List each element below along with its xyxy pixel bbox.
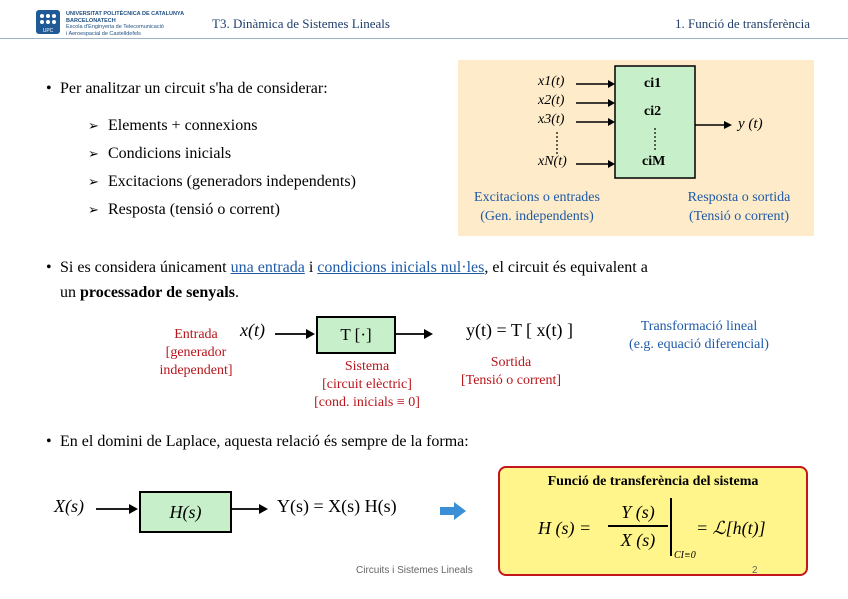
ci-label: ci1 [644, 76, 662, 91]
link-condicions-inicials[interactable]: condicions inicials nul·les [317, 259, 485, 276]
arrowhead [608, 118, 615, 126]
block-diagram [458, 60, 814, 236]
bullet-dot: • [46, 80, 52, 97]
system-equation: y(t) = T [ x(t) ] [466, 320, 573, 340]
ci-label: ciM [642, 154, 666, 169]
section-title: 1. Funció de transferència [674, 16, 810, 31]
arrow-bullet-icon: ➢ [88, 175, 99, 190]
bullet-dot: • [46, 433, 52, 450]
transfer-block: H(s) [139, 491, 232, 533]
tf-denominator: X (s) [620, 530, 656, 550]
arrowhead [724, 121, 732, 129]
list-item: ➢ Resposta (tensió o corrent) [88, 201, 280, 218]
entrada-label: Entrada [generador independent] [159, 327, 233, 378]
ci-label: ci2 [644, 104, 662, 119]
arrowhead [259, 504, 268, 514]
transfer-function-box [498, 466, 808, 576]
list-item: ➢ Elements + connexions [88, 117, 258, 134]
header-divider [0, 38, 848, 39]
output-y: y (t) [738, 116, 763, 132]
bullet-2-line-2: un processador de senyals. [60, 284, 239, 301]
upc-logo-icon [36, 10, 60, 34]
tf-condition: CI≡0 [674, 550, 696, 561]
arrowhead [129, 504, 138, 514]
input-xN: xN(t) [538, 154, 567, 169]
fraction-bar [608, 525, 668, 527]
arrowhead [608, 160, 615, 168]
svg-text:UPC: UPC [42, 28, 54, 34]
implies-arrow-icon [440, 502, 466, 520]
arrowhead [608, 99, 615, 107]
input-x1: x1(t) [538, 74, 565, 89]
link-una-entrada[interactable]: una entrada [230, 259, 305, 276]
footer-text: Circuits i Sistemes Lineals [356, 565, 473, 576]
tf-lhs: H (s) = [538, 518, 592, 538]
laplace-equation: Y(s) = X(s) H(s) [277, 496, 397, 516]
input-x: x(t) [240, 320, 265, 340]
tf-rhs: = ℒ[h(t)] [696, 518, 766, 538]
arrow-bullet-icon: ➢ [88, 119, 99, 134]
list-item: ➢ Excitacions (generadors independents) [88, 173, 356, 190]
input-x3: x3(t) [538, 112, 565, 127]
sortida-label: Sortida [Tensió o corrent] [460, 355, 562, 388]
slide-header [0, 0, 848, 62]
tf-title: Funció de transferència del sistema [547, 474, 759, 489]
evaluation-bar [670, 498, 672, 556]
system-box: T [·] [316, 316, 396, 354]
bullet-dot: • [46, 259, 52, 276]
arrowhead [608, 80, 615, 88]
output-caption: Resposta o sortida (Tensió o corrent) [687, 190, 791, 224]
slide-title: T3. Dinàmica de Sistemes Lineals [212, 16, 390, 31]
arrowhead [424, 329, 433, 339]
bullet-3: • En el domini de Laplace, aquesta relació és sempre de la forma: [46, 433, 469, 450]
arrowhead [306, 329, 315, 339]
page-number: 2 [752, 565, 758, 576]
bullet-1: • Per analitzar un circuit s'ha de considerar: [46, 80, 328, 97]
input-x2: x2(t) [538, 93, 565, 108]
list-item: ➢ Condicions inicials [88, 145, 232, 162]
arrow-bullet-icon: ➢ [88, 147, 99, 162]
tf-numerator: Y (s) [621, 502, 655, 522]
logo-text: UNIVERSITAT POLITÈCNICA DE CATALUNYA BARCELONATECH Escola d'Enginyeria de Telecomunicació i Aeroespacial de Castelldefels [66, 11, 185, 37]
laplace-input: X(s) [54, 496, 84, 516]
bullet-2: • Si es considera únicament una entrada i condicions inicials nul·les, el circuit és equivalent a [46, 259, 648, 276]
arrow-bullet-icon: ➢ [88, 203, 99, 218]
transformacio-label: Transformació lineal (e.g. equació diferencial) [629, 319, 769, 352]
inputs-caption: Excitacions o entrades (Gen. independents) [474, 190, 600, 224]
sistema-label: Sistema [circuit elèctric] [cond. inicials ≡ 0] [314, 359, 420, 410]
